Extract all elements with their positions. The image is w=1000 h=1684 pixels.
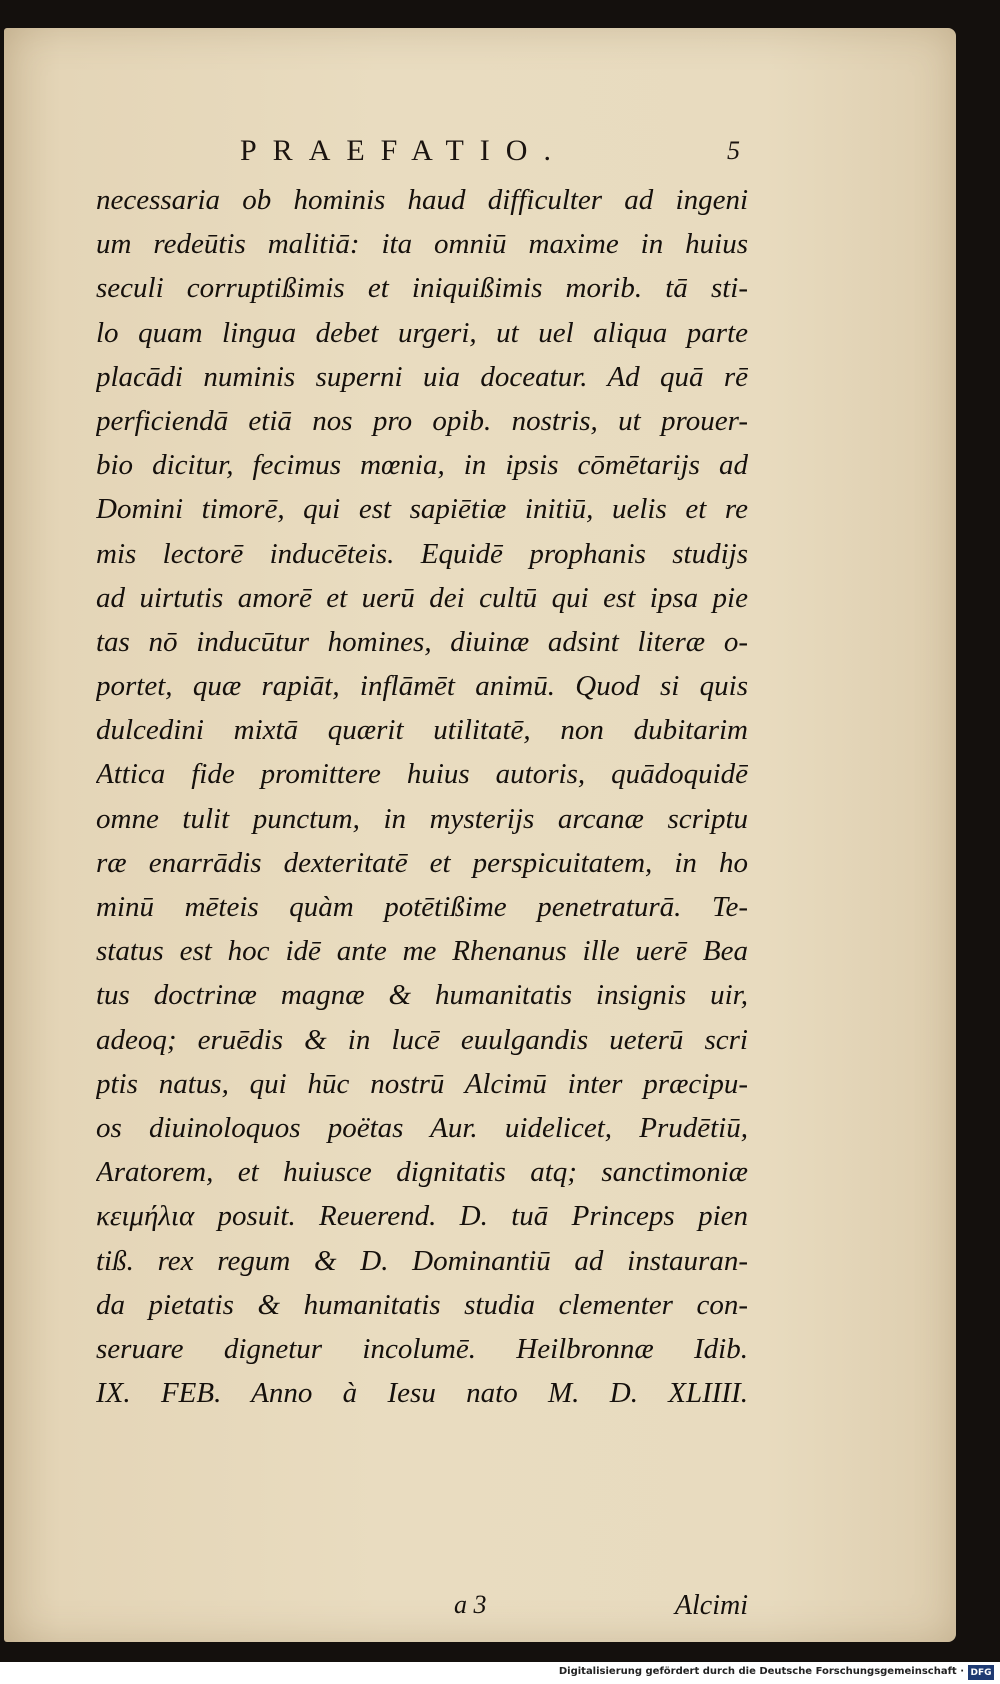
text-line: omne tulit punctum, in mysterijs arcanæ scriptu xyxy=(96,802,748,835)
signature-mark: a 3 xyxy=(454,1590,487,1619)
dfg-logo-icon: DFG xyxy=(968,1665,994,1680)
text-line: um redeūtis malitiā: ita omniū maxime in huius xyxy=(96,228,748,261)
text-line: κειμήλια posuit. Reuerend. D. tuā Princeps pien xyxy=(96,1200,748,1233)
text-line: dulcedini mixtā quærit utilitatē, non dubitarim xyxy=(96,714,748,747)
text-line: minū mēteis quàm potētißime penetraturā. Te- xyxy=(96,891,748,923)
text-line: da pietatis & humanitatis studia clementer con- xyxy=(96,1288,748,1321)
text-line: Aratorem, et huiusce dignitatis atq; sanctimoniæ xyxy=(96,1156,748,1189)
text-line: ad uirtutis amorē et uerū dei cultū qui est ipsa pie xyxy=(96,581,748,614)
page-header xyxy=(240,134,740,174)
text-line: os diuinoloquos poëtas Aur. uidelicet, Prudētiū, xyxy=(96,1111,748,1144)
text-line: adeoq; eruēdis & in lucē euulgandis ueterū scri xyxy=(96,1023,748,1056)
running-head: PRAEFATIO. xyxy=(240,134,567,167)
text-line: seculi corruptißimis et iniquißimis morib. tā sti- xyxy=(96,272,748,305)
text-line: placādi numinis superni uia doceatur. Ad quā rē xyxy=(96,360,748,393)
book-page xyxy=(4,28,956,1642)
text-line: seruare dignetur incolumē. Heilbronnæ Idib. xyxy=(96,1332,748,1365)
text-line: tus doctrinæ magnæ & humanitatis insignis uir, xyxy=(96,979,748,1012)
text-line: Attica fide promittere huius autoris, quādoquidē xyxy=(96,758,748,791)
text-line: tiß. rex regum & D. Dominantiū ad instauran- xyxy=(96,1244,748,1277)
text-line: mis lectorē inducēteis. Equidē prophanis studijs xyxy=(96,537,748,570)
text-line: ræ enarrādis dexteritatē et perspicuitatem, in ho xyxy=(96,846,748,879)
text-line: bio dicitur, fecimus mœnia, in ipsis cōmētarijs ad xyxy=(96,449,748,482)
signature-line xyxy=(96,1590,748,1630)
funding-credit: Digitalisierung gefördert durch die Deutsche Forschungsgemeinschaft · xyxy=(558,1666,964,1677)
text-line: Domini timorē, qui est sapiētiæ initiū, uelis et re xyxy=(96,493,748,526)
text-line: status est hoc idē ante me Rhenanus ille uerē Bea xyxy=(96,935,748,968)
text-line: IX. FEB. Anno à Iesu nato M. D. XLIIII. xyxy=(96,1377,748,1410)
text-line: perficiendā etiā nos pro opib. nostris, ut prouer- xyxy=(96,404,748,437)
text-line: lo quam lingua debet urgeri, ut uel aliqua parte xyxy=(96,316,748,349)
preface-text xyxy=(96,178,748,1621)
text-line: ptis natus, qui hūc nostrū Alcimū inter præcipu- xyxy=(96,1067,748,1100)
page-number: 5 xyxy=(727,136,740,165)
catchword: Alcimi xyxy=(674,1590,748,1621)
text-line: portet, quæ rapiāt, inflāmēt animū. Quod si quis xyxy=(96,670,748,703)
digitization-footer xyxy=(0,1662,1000,1684)
text-line: tas nō inducūtur homines, diuinæ adsint literæ o- xyxy=(96,625,748,658)
text-line: necessaria ob hominis haud difficulter ad ingeni xyxy=(96,184,748,216)
